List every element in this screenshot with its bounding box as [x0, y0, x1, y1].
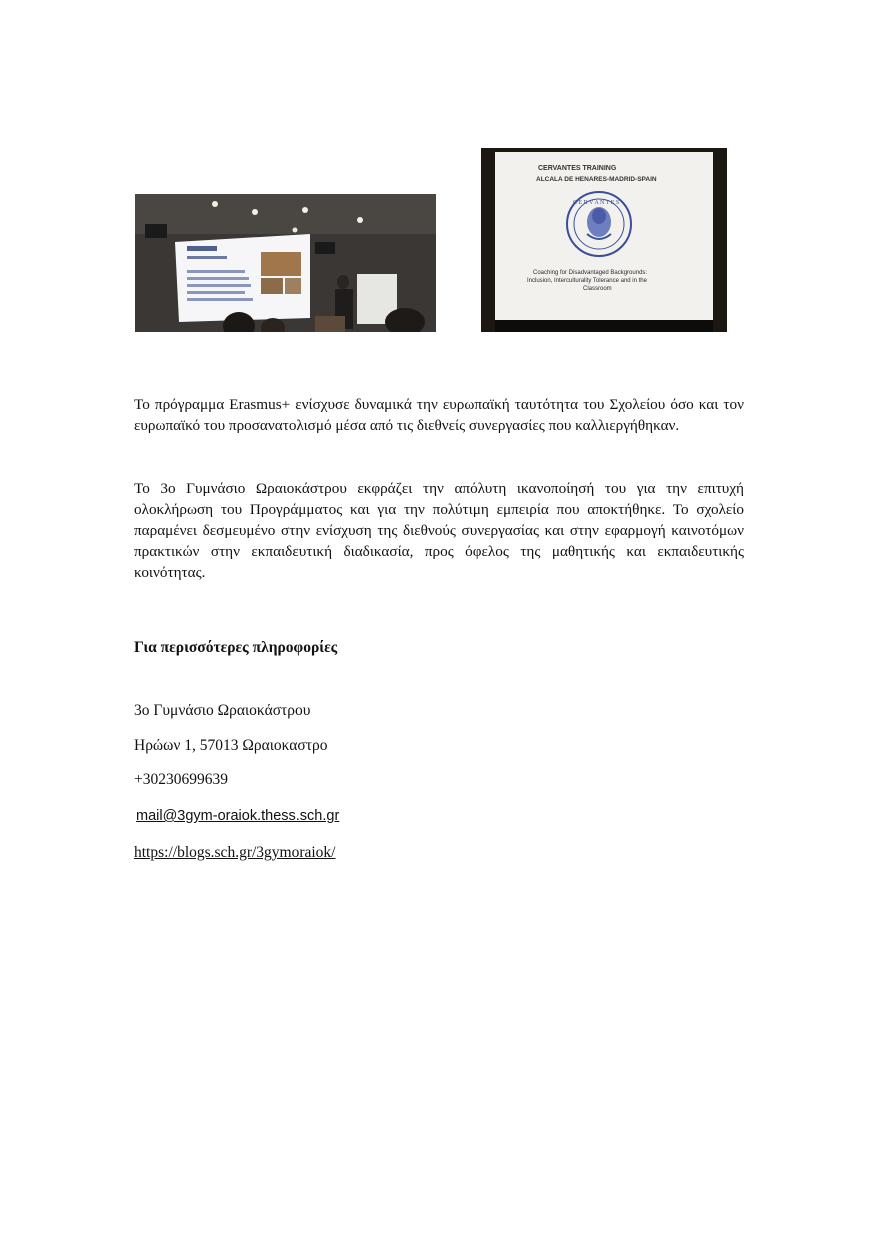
- slide-body-1: Coaching for Disadvantaged Backgrounds:: [533, 270, 648, 276]
- slide-photo: [481, 148, 727, 332]
- svg-text:C E R V A N T E S: C E R V A N T E S: [573, 200, 620, 206]
- paragraph-erasmus: Το πρόγραμμα Erasmus+ ενίσχυσε δυναμικά την ευρωπαϊκή ταυτότητα του Σχολείου όσο και τον ευρωπαϊκό του προσανατολισμό μέσα από τις διεθνείς συνεργασίες που καλλιεργήθηκαν.: [134, 396, 744, 434]
- presentation-photo: [135, 194, 436, 332]
- slide-subtitle: ALCALA DE HENARES-MADRID-SPAIN: [536, 176, 657, 183]
- contact-address: Ηρώων 1, 57013 Ωραιοκαστρο: [134, 737, 328, 754]
- contact-heading: Για περισσότερες πληροφορίες: [134, 639, 338, 656]
- slide-body-3: Classroom: [583, 286, 612, 292]
- slide-title: CERVANTES TRAINING: [538, 165, 617, 172]
- contact-email-link[interactable]: mail@3gym-oraiok.thess.sch.gr: [136, 808, 340, 824]
- contact-school: 3ο Γυμνάσιο Ωραιοκάστρου: [134, 702, 311, 719]
- paragraph-satisfaction: Το 3ο Γυμνάσιο Ωραιοκάστρου εκφράζει την απόλυτη ικανοποίησή του για την επιτυχή ολοκλήρωση του Προγράμματος και για την πολύτιμη εμπειρία που αποκτήθηκε. Το σχολείο παραμένει δεσμευμένο στην ενίσχυση της διεθνούς συνεργασίας και στην εφαρμογή καινοτόμων πρακτικών στην εκπαιδευτική διαδικασία, προς όφελος της μαθητικής και εκπαιδευτικής κοινότητας.: [134, 480, 744, 581]
- contact-website-link[interactable]: https://blogs.sch.gr/3gymoraiok/: [134, 844, 336, 861]
- slide-body-2: Inclusion, Interculturality Tolerance and in the: [527, 278, 647, 284]
- contact-phone: +30230699639: [134, 771, 228, 788]
